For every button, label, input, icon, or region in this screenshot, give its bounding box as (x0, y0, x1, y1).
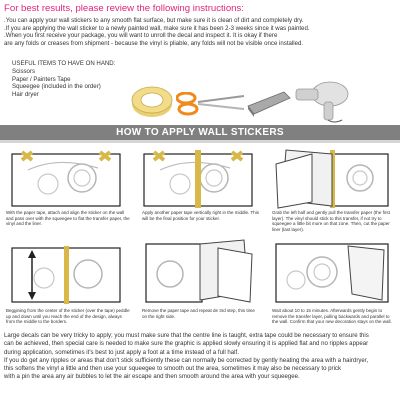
intro-line: .If you are applying the wall sticker to a newly painted wall, make sure it has been 2-3 weeks since it was painted. (4, 24, 310, 32)
intro-paragraph (4, 17, 396, 48)
squeegee-image (244, 86, 292, 118)
howto-banner (0, 125, 400, 140)
tool-item: Paper / Painters Tape (12, 75, 71, 83)
tip-line: Large decals can be very tricky to apply; you must make sure that the centre line is taught, extra tape could be necessary to ensure this (4, 332, 369, 339)
intro-line: .You can apply your wall stickers to any smooth flat surface, but make sure it is clean of dirt and completely dry. (4, 17, 304, 24)
tip-line: If you do get any ripples or areas that don't stick sufficiently these can normally be corrected by gently heating the area with a hairdryer, (4, 356, 369, 364)
tool-item: Scissors (12, 68, 36, 75)
scissors-image (176, 92, 246, 116)
tip-line: this softens the vinyl a little and then use your squeegee to smooth out the area, sometimes it may also be necessary to prick (4, 365, 342, 373)
tools-heading-text: USEFUL ITEMS TO HAVE ON HAND: (12, 60, 116, 67)
step-4-caption: Beggining from the center of the sticker (over the tape) peddle up and down until you reach the end of the design, always from the middle to the borders. (6, 308, 130, 325)
intro-line: are any folds or creases from shipment - because the vinyl is pliable, any folds will not be visible once installed. (4, 40, 304, 48)
banner-divider (0, 140, 400, 143)
tip-line: during application, sometimes it's best to just apply a foot at a time instead of a full half. (4, 348, 239, 356)
step-1-illustration (8, 148, 124, 208)
tools-heading (12, 60, 115, 68)
step-2-caption: Apply another paper tape vertically right in the middle. This will be the final position for your sticker. (142, 210, 259, 221)
tool-item: Hair dryer (12, 90, 39, 98)
step-1-caption: With the paper tape, attach and align the sticker on the wall and pass over with the squeegee to flat the transfer paper, the vinyl and the liner. (6, 210, 130, 227)
intro-line: .When you first receive your package, you will want to unroll the decal and inspect it. It is okay if there (4, 32, 278, 40)
step-4-illustration (8, 244, 124, 306)
tape-roll-image (130, 84, 174, 120)
tool-list (12, 68, 101, 98)
tip-line: can be achieved, then special care is needed to make sure the graphic is applied slowly ensuring it is applied flat and no ripples appear (4, 340, 369, 348)
tips-paragraph (4, 332, 398, 382)
step-6-caption: Wait about 10 to 15 minutes. Afterwards gently begin to remove the transfer layer, pulling backwards and parallel to the wall. Confirm that your new decoration stays on the wall. (272, 308, 392, 325)
tool-item: Squeegee (included in the order) (12, 83, 101, 91)
step-3-illustration (272, 146, 392, 210)
step-6-illustration (272, 240, 392, 306)
tip-line: with a pin the area any air bubbles to let the air escape and then smooth around the area with your squeegee. (4, 373, 300, 381)
step-5-illustration (140, 238, 256, 306)
step-5-caption: Remove the paper tape and repeat de 3rd step, this time on the right side. (142, 308, 255, 319)
step-3-caption: Grab the left half and gently pull the transfer paper (the first layer). The vinyl should stick to this transfer, if not try to squeegee a little bit more on that zone. Then, cut the paper liner (last layer). (272, 210, 390, 232)
instructions-title: For best results, please review the following instructions: (4, 3, 244, 14)
step-2-illustration (140, 148, 256, 208)
howto-title: HOW TO APPLY WALL STICKERS (116, 127, 284, 138)
hair-dryer-image (294, 80, 352, 124)
